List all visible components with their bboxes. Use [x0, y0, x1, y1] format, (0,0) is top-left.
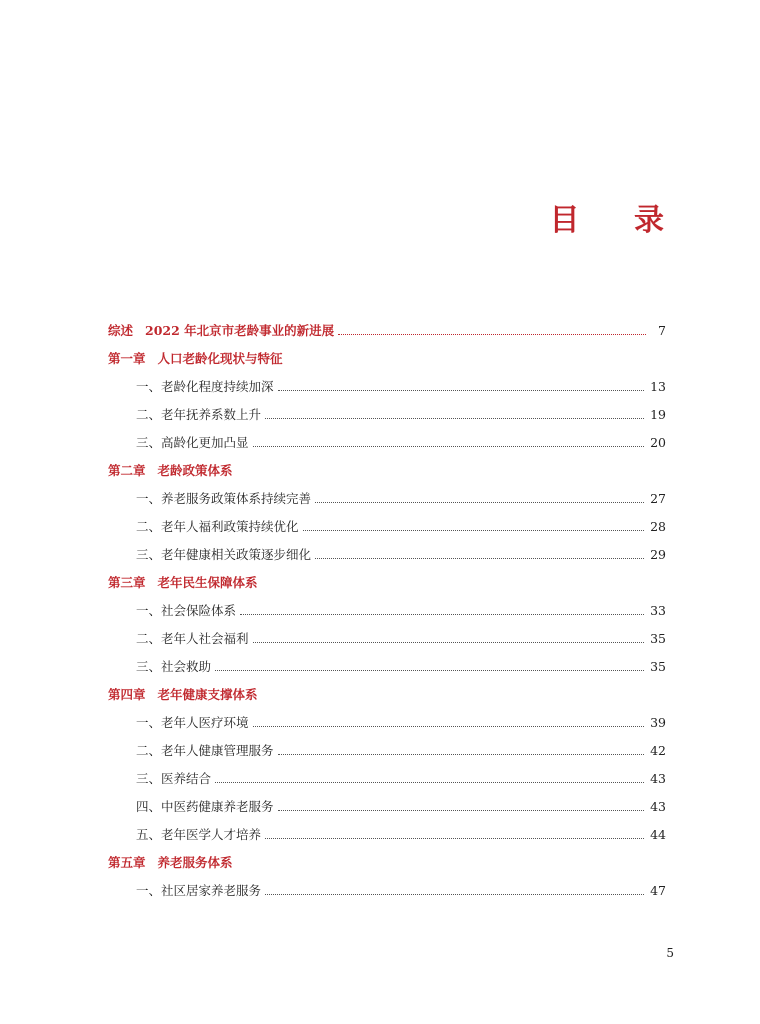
toc-entry-row[interactable]: [136, 652, 666, 674]
toc-entry-row[interactable]: [136, 372, 666, 394]
toc-leader: [265, 418, 644, 419]
toc-page-number: 43: [650, 771, 666, 786]
toc-leader: [215, 670, 644, 671]
toc-page-number: 27: [650, 491, 666, 506]
toc-chapter-label: [108, 576, 258, 590]
toc-entry-row[interactable]: [136, 428, 666, 450]
toc-intro-title: 2022 年北京市老龄事业的新进展: [145, 323, 335, 338]
toc-entry-label: 二、老年人健康管理服务: [136, 743, 274, 758]
toc-intro-prefix: 综述: [108, 323, 134, 338]
toc-leader: [278, 810, 645, 811]
toc-leader: [315, 558, 644, 559]
toc-leader: [315, 502, 644, 503]
toc-chapter-title: 人口老龄化现状与特征: [157, 351, 283, 366]
toc-page-number: 35: [650, 659, 666, 674]
page-title: 目 录: [549, 203, 686, 238]
toc-entry-label: 三、老年健康相关政策逐步细化: [136, 547, 312, 562]
toc-leader: [240, 614, 644, 615]
toc-entry-label: 一、社会保险体系: [136, 603, 237, 618]
toc-leader: [215, 782, 644, 783]
toc-leader: [278, 390, 645, 391]
toc-entry-label: 一、老龄化程度持续加深: [136, 379, 274, 394]
toc-entry-row[interactable]: [136, 540, 666, 562]
toc-leader: [265, 894, 644, 895]
toc-chapter-number: 第三章: [108, 575, 146, 590]
toc-page-number: 44: [650, 827, 666, 842]
toc-chapter-heading[interactable]: [108, 680, 666, 702]
toc-page-number: 35: [650, 631, 666, 646]
toc-entry-row[interactable]: [136, 820, 666, 842]
toc-leader: [338, 334, 646, 335]
toc-chapter-label: [108, 352, 283, 366]
toc-page-number: 39: [650, 715, 666, 730]
toc-entry-row[interactable]: [136, 736, 666, 758]
toc-entry-label: 一、养老服务政策体系持续完善: [136, 491, 312, 506]
toc-page-number: 20: [650, 435, 666, 450]
toc-chapter-number: 第五章: [108, 855, 146, 870]
toc-entry-label: 四、中医药健康养老服务: [136, 799, 274, 814]
toc-entry-row[interactable]: [136, 512, 666, 534]
toc-leader: [253, 726, 645, 727]
toc-entry-row[interactable]: [136, 484, 666, 506]
toc-page-number: 33: [650, 603, 666, 618]
toc-chapter-title: 老年民生保障体系: [157, 575, 258, 590]
toc-page-number: 43: [650, 799, 666, 814]
toc-chapter-title: 老年健康支撑体系: [157, 687, 258, 702]
page-number: 5: [666, 946, 674, 960]
toc-chapter-label: [108, 464, 233, 478]
toc-entry-row[interactable]: [136, 624, 666, 646]
toc-page-number: 13: [650, 379, 666, 394]
toc-entry-row[interactable]: [136, 764, 666, 786]
toc-entry-label: 二、老年人社会福利: [136, 631, 249, 646]
toc-intro-row[interactable]: [108, 316, 666, 338]
toc-entry-label: 二、老年人福利政策持续优化: [136, 519, 299, 534]
toc-entry-row[interactable]: [136, 708, 666, 730]
toc-chapter-label: [108, 688, 258, 702]
toc-page-number: 29: [650, 547, 666, 562]
toc-entry-label: 三、医养结合: [136, 771, 212, 786]
toc-chapter-number: 第一章: [108, 351, 146, 366]
toc-leader: [253, 642, 645, 643]
toc-entry-label: 五、老年医学人才培养: [136, 827, 262, 842]
toc-leader: [303, 530, 645, 531]
toc-page-number: 47: [650, 883, 666, 898]
toc-page-number: 28: [650, 519, 666, 534]
toc-entry-row[interactable]: [136, 792, 666, 814]
toc-leader: [253, 446, 645, 447]
toc-chapter-number: 第四章: [108, 687, 146, 702]
toc-chapter-title: 老龄政策体系: [157, 463, 233, 478]
toc-chapter-heading[interactable]: [108, 848, 666, 870]
toc-chapter-title: 养老服务体系: [157, 855, 233, 870]
toc-entry-row[interactable]: [136, 876, 666, 898]
toc-leader: [265, 838, 644, 839]
toc-page-number: 19: [650, 407, 666, 422]
toc-entry-row[interactable]: [136, 400, 666, 422]
toc-page-number: 42: [650, 743, 666, 758]
toc-chapter-label: [108, 856, 233, 870]
toc-chapter-heading[interactable]: [108, 344, 666, 366]
toc-entry-label: 一、老年人医疗环境: [136, 715, 249, 730]
toc-leader: [278, 754, 645, 755]
toc-chapter-heading[interactable]: [108, 568, 666, 590]
toc-chapter-number: 第二章: [108, 463, 146, 478]
toc-entry-row[interactable]: [136, 596, 666, 618]
toc-intro-label: [108, 324, 334, 338]
toc-page-number: 7: [658, 323, 666, 338]
toc-entry-label: 一、社区居家养老服务: [136, 883, 262, 898]
toc-chapter-heading[interactable]: [108, 456, 666, 478]
toc-entry-label: 三、高龄化更加凸显: [136, 435, 249, 450]
toc-entry-label: 三、社会救助: [136, 659, 212, 674]
toc-entry-label: 二、老年抚养系数上升: [136, 407, 262, 422]
